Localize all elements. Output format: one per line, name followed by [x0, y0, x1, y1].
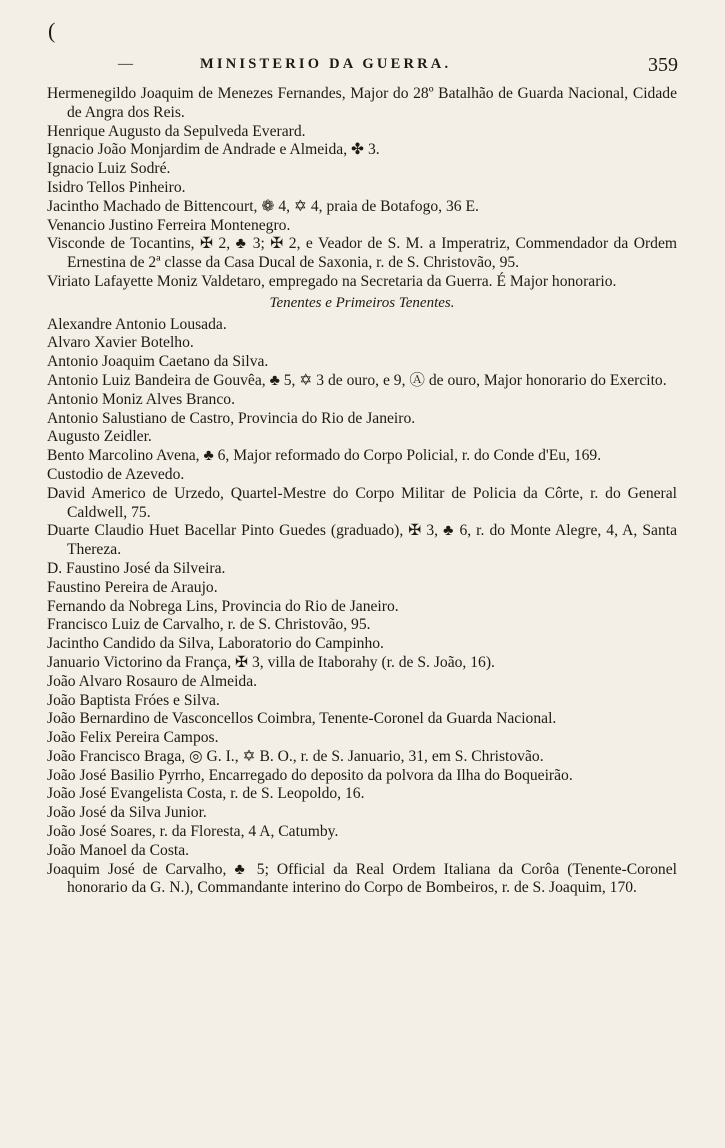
list-entry: Custodio de Azevedo. — [47, 465, 185, 483]
list-entry: Antonio Joaquim Caetano da Silva. — [47, 353, 269, 371]
list-entry: João Francisco Braga, ◎ G. I., ✡ B. O., r. de S. Januario, 31, em S. Christovão. — [47, 747, 544, 765]
list-entry: Ignacio Luiz Sodré. — [47, 160, 171, 178]
page-number: 359 — [648, 54, 678, 76]
list-entry: João José da Silva Junior. — [47, 804, 207, 822]
page-body — [47, 85, 677, 898]
list-entry: Viriato Lafayette Moniz Valdetaro, empregado na Secretaria da Guerra. É Major honorario. — [47, 272, 617, 290]
list-entry: Ignacio João Monjardim de Andrade e Almeida, ✤ 3. — [47, 141, 380, 159]
list-entry: Jacintho Machado de Bittencourt, ❁ 4, ✡ 4, praia de Botafogo, 36 E. — [47, 197, 479, 215]
entry-list-lieutenants — [47, 316, 677, 899]
list-entry: João Alvaro Rosauro de Almeida. — [47, 672, 258, 690]
list-entry: João José Soares, r. da Floresta, 4 A, Catumby. — [47, 823, 339, 841]
list-entry: Joaquim José de Carvalho, ♣ 5; Official da Real Ordem Italiana da Corôa (Tenente-Coronel honorario da G. N.), Commandante interino do Corpo de Bombeiros, r. de S. Joaquim, 170. — [47, 860, 677, 897]
list-entry: João José Basilio Pyrrho, Encarregado do deposito da polvora da Ilha do Boqueirão. — [47, 766, 573, 784]
list-entry: Januario Victorino da França, ✠ 3, villa de Itaborahy (r. de S. João, 16). — [47, 653, 495, 671]
list-entry: D. Faustino José da Silveira. — [47, 559, 226, 577]
list-entry: Antonio Luiz Bandeira de Gouvêa, ♣ 5, ✡ 3 de ouro, e 9, Ⓐ de ouro, Major honorario do Exercito. — [47, 371, 667, 389]
list-entry: Francisco Luiz de Carvalho, r. de S. Christovão, 95. — [47, 616, 371, 634]
list-entry: João Bernardino de Vasconcellos Coimbra, Tenente-Coronel da Guarda Nacional. — [47, 710, 557, 728]
page-title: MINISTERIO DA GUERRA. — [200, 56, 452, 72]
section-heading: Tenentes e Primeiros Tenentes. — [269, 294, 455, 311]
list-entry: Duarte Claudio Huet Bacellar Pinto Guedes (graduado), ✠ 3, ♣ 6, r. do Monte Alegre, 4, A, Santa Thereza. — [47, 522, 677, 559]
list-entry: Visconde de Tocantins, ✠ 2, ♣ 3; ✠ 2, e Veador de S. M. a Imperatriz, Commendador da Ordem Ernestina de 2ª classe da Casa Ducal de Saxonia, r. de S. Christovão, 95. — [47, 235, 677, 272]
list-entry: João José Evangelista Costa, r. de S. Leopoldo, 16. — [47, 785, 365, 803]
list-entry: Antonio Salustiano de Castro, Provincia do Rio de Janeiro. — [47, 409, 416, 427]
head-dash: — — [118, 56, 133, 72]
list-entry: Isidro Tellos Pinheiro. — [47, 178, 186, 196]
list-entry: João Manoel da Costa. — [47, 841, 190, 859]
list-entry: Fernando da Nobrega Lins, Provincia do Rio de Janeiro. — [47, 597, 399, 615]
list-entry: Bento Marcolino Avena, ♣ 6, Major reformado do Corpo Policial, r. do Conde d'Eu, 169. — [47, 447, 602, 465]
list-entry: João Baptista Fróes e Silva. — [47, 691, 220, 709]
list-entry: Alvaro Xavier Botelho. — [47, 334, 194, 352]
list-entry: Henrique Augusto da Sepulveda Everard. — [47, 122, 306, 140]
list-entry: Jacintho Candido da Silva, Laboratorio do Campinho. — [47, 635, 384, 653]
list-entry: Alexandre Antonio Lousada. — [47, 315, 227, 333]
list-entry: David Americo de Urzedo, Quartel-Mestre do Corpo Militar de Policia da Côrte, r. do General Caldwell, 75. — [47, 484, 677, 521]
list-entry: Hermenegildo Joaquim de Menezes Fernandes, Major do 28º Batalhão de Guarda Nacional, Cidade de Angra dos Reis. — [47, 85, 677, 121]
list-entry: João Felix Pereira Campos. — [47, 729, 219, 747]
list-entry: Augusto Zeidler. — [47, 428, 152, 446]
list-entry: Venancio Justino Ferreira Montenegro. — [47, 216, 291, 234]
list-entry: Faustino Pereira de Araujo. — [47, 578, 218, 596]
margin-mark: ( — [48, 18, 56, 43]
entry-list-majors — [47, 85, 677, 292]
list-entry: Antonio Moniz Alves Branco. — [47, 390, 235, 408]
